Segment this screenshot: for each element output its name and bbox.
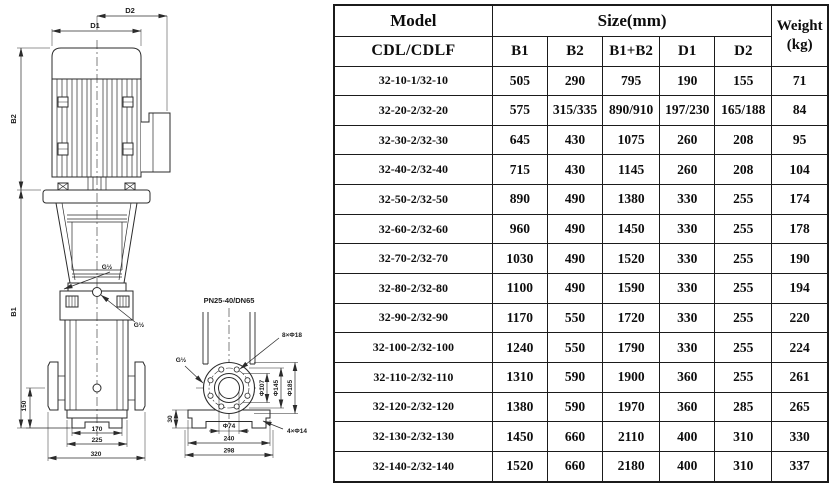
b1-cell: 1520	[492, 451, 547, 482]
dia-185-label: Φ185	[287, 379, 294, 397]
d1-cell: 360	[660, 392, 715, 422]
table-row	[334, 273, 828, 303]
bolt-holes-label: 8×Φ18	[282, 332, 302, 339]
d1-cell: 330	[660, 214, 715, 244]
model-cell: 32-60-2/32-60	[334, 214, 492, 244]
b1-cell: 960	[492, 214, 547, 244]
b1b2-cell: 1970	[603, 392, 660, 422]
d2-cell: 255	[715, 214, 772, 244]
table-row	[334, 185, 828, 215]
dia-74-label: Φ74	[222, 423, 236, 430]
b2-cell: 490	[547, 244, 602, 274]
model-cell: 32-110-2/32-110	[334, 362, 492, 392]
plug-label-top: G½	[101, 264, 113, 271]
header-size-group: Size(mm)	[492, 5, 772, 36]
header-weight-line1: Weight	[776, 18, 823, 34]
model-cell: 32-20-2/32-20	[334, 96, 492, 126]
table-row	[334, 422, 828, 452]
b1-cell: 1380	[492, 392, 547, 422]
header-col-d2: D2	[715, 36, 772, 66]
b1-cell: 1240	[492, 333, 547, 363]
table-row	[334, 333, 828, 363]
b1-cell: 1310	[492, 362, 547, 392]
weight-cell: 178	[772, 214, 828, 244]
b2-cell: 430	[547, 125, 602, 155]
table-row	[334, 451, 828, 482]
d1-cell: 360	[660, 362, 715, 392]
b1b2-cell: 1380	[603, 185, 660, 215]
d2-cell: 208	[715, 155, 772, 185]
header-weight-line2: (kg)	[786, 36, 813, 53]
b1b2-cell: 1720	[603, 303, 660, 333]
dim-label-150: 150	[21, 400, 28, 412]
weight-cell: 84	[772, 96, 828, 126]
pump-front-view	[43, 40, 170, 436]
d1-cell: 330	[660, 303, 715, 333]
table-row	[334, 392, 828, 422]
weight-cell: 104	[772, 155, 828, 185]
model-cell: 32-70-2/32-70	[334, 244, 492, 274]
d1-cell: 330	[660, 273, 715, 303]
b2-cell: 490	[547, 185, 602, 215]
d2-cell: 255	[715, 273, 772, 303]
b1b2-cell: 2180	[603, 451, 660, 482]
table-row	[334, 303, 828, 333]
b1-cell: 575	[492, 96, 547, 126]
header-weight	[772, 5, 828, 66]
b2-cell: 290	[547, 66, 602, 96]
b1b2-cell: 795	[603, 66, 660, 96]
plug-label-bottom: G½	[133, 322, 145, 329]
d1-cell: 330	[660, 185, 715, 215]
model-cell: 32-100-2/32-100	[334, 333, 492, 363]
dim-label-b2: B2	[9, 114, 18, 124]
weight-cell: 95	[772, 125, 828, 155]
d2-cell: 255	[715, 185, 772, 215]
b2-cell: 590	[547, 362, 602, 392]
header-model-code: CDL/CDLF	[334, 36, 492, 66]
table-row	[334, 155, 828, 185]
b1-cell: 715	[492, 155, 547, 185]
table-body	[334, 66, 828, 482]
dim-298-label: 298	[223, 447, 235, 455]
b2-cell: 550	[547, 303, 602, 333]
table-row	[334, 125, 828, 155]
pump-flange-view	[188, 308, 270, 440]
header-col-b1: B1	[492, 36, 547, 66]
d2-cell: 255	[715, 362, 772, 392]
weight-cell: 71	[772, 66, 828, 96]
dim-label-d1: D1	[90, 21, 100, 30]
plug-label-flange: G½	[175, 357, 187, 364]
b1b2-cell: 1590	[603, 273, 660, 303]
header-col-b2: B2	[547, 36, 602, 66]
header-col-d1: D1	[660, 36, 715, 66]
b2-cell: 550	[547, 333, 602, 363]
model-cell: 32-130-2/32-130	[334, 422, 492, 452]
dim-label-225: 225	[91, 437, 103, 444]
b2-cell: 490	[547, 214, 602, 244]
b2-cell: 430	[547, 155, 602, 185]
b2-cell: 315/335	[547, 96, 602, 126]
d2-cell: 208	[715, 125, 772, 155]
model-cell: 32-90-2/32-90	[334, 303, 492, 333]
base-holes-label: 4×Φ14	[287, 428, 307, 435]
technical-drawing	[0, 0, 332, 489]
d1-cell: 400	[660, 451, 715, 482]
dim-label-d2: D2	[125, 6, 135, 15]
dim-label-320: 320	[90, 451, 102, 458]
b1-cell: 1170	[492, 303, 547, 333]
d1-cell: 190	[660, 66, 715, 96]
b1b2-cell: 1790	[603, 333, 660, 363]
model-cell: 32-30-2/32-30	[334, 125, 492, 155]
b2-cell: 490	[547, 273, 602, 303]
b1-cell: 505	[492, 66, 547, 96]
dia-107-label: Φ107	[259, 379, 266, 397]
flange-spec-label: PN25-40/DN65	[203, 296, 255, 305]
b1-cell: 1450	[492, 422, 547, 452]
front-view-labels	[9, 6, 145, 458]
dimension-table	[333, 4, 829, 483]
table-header	[334, 5, 828, 66]
header-col-b1b2: B1+B2	[603, 36, 660, 66]
d2-cell: 155	[715, 66, 772, 96]
table-row	[334, 214, 828, 244]
dia-145-label: Φ145	[273, 379, 280, 397]
table-row	[334, 362, 828, 392]
weight-cell: 261	[772, 362, 828, 392]
b1b2-cell: 2110	[603, 422, 660, 452]
b2-cell: 660	[547, 422, 602, 452]
d1-cell: 330	[660, 244, 715, 274]
weight-cell: 190	[772, 244, 828, 274]
d2-cell: 310	[715, 422, 772, 452]
table-row	[334, 96, 828, 126]
d2-cell: 165/188	[715, 96, 772, 126]
b2-cell: 660	[547, 451, 602, 482]
d1-cell: 197/230	[660, 96, 715, 126]
table-row	[334, 66, 828, 96]
d1-cell: 260	[660, 125, 715, 155]
b1b2-cell: 1145	[603, 155, 660, 185]
b1-cell: 645	[492, 125, 547, 155]
weight-cell: 330	[772, 422, 828, 452]
b1-cell: 890	[492, 185, 547, 215]
b1b2-cell: 890/910	[603, 96, 660, 126]
weight-cell: 194	[772, 273, 828, 303]
b1b2-cell: 1450	[603, 214, 660, 244]
dim-240-label: 240	[223, 435, 235, 443]
model-cell: 32-80-2/32-80	[334, 273, 492, 303]
header-model: Model	[334, 5, 492, 36]
d1-cell: 260	[660, 155, 715, 185]
d2-cell: 255	[715, 244, 772, 274]
dim-label-170: 170	[91, 426, 103, 433]
weight-cell: 220	[772, 303, 828, 333]
d2-cell: 310	[715, 451, 772, 482]
weight-cell: 265	[772, 392, 828, 422]
model-cell: 32-50-2/32-50	[334, 185, 492, 215]
weight-cell: 337	[772, 451, 828, 482]
d2-cell: 255	[715, 303, 772, 333]
model-cell: 32-10-1/32-10	[334, 66, 492, 96]
b1b2-cell: 1520	[603, 244, 660, 274]
dim-30-label: 30	[167, 415, 174, 423]
d2-cell: 255	[715, 333, 772, 363]
model-cell: 32-120-2/32-120	[334, 392, 492, 422]
b1-cell: 1100	[492, 273, 547, 303]
b1-cell: 1030	[492, 244, 547, 274]
model-cell: 32-140-2/32-140	[334, 451, 492, 482]
table-row	[334, 244, 828, 274]
model-cell: 32-40-2/32-40	[334, 155, 492, 185]
b1b2-cell: 1075	[603, 125, 660, 155]
b1b2-cell: 1900	[603, 362, 660, 392]
d2-cell: 285	[715, 392, 772, 422]
weight-cell: 174	[772, 185, 828, 215]
dim-label-b1: B1	[9, 307, 18, 317]
d1-cell: 330	[660, 333, 715, 363]
d1-cell: 400	[660, 422, 715, 452]
b2-cell: 590	[547, 392, 602, 422]
weight-cell: 224	[772, 333, 828, 363]
